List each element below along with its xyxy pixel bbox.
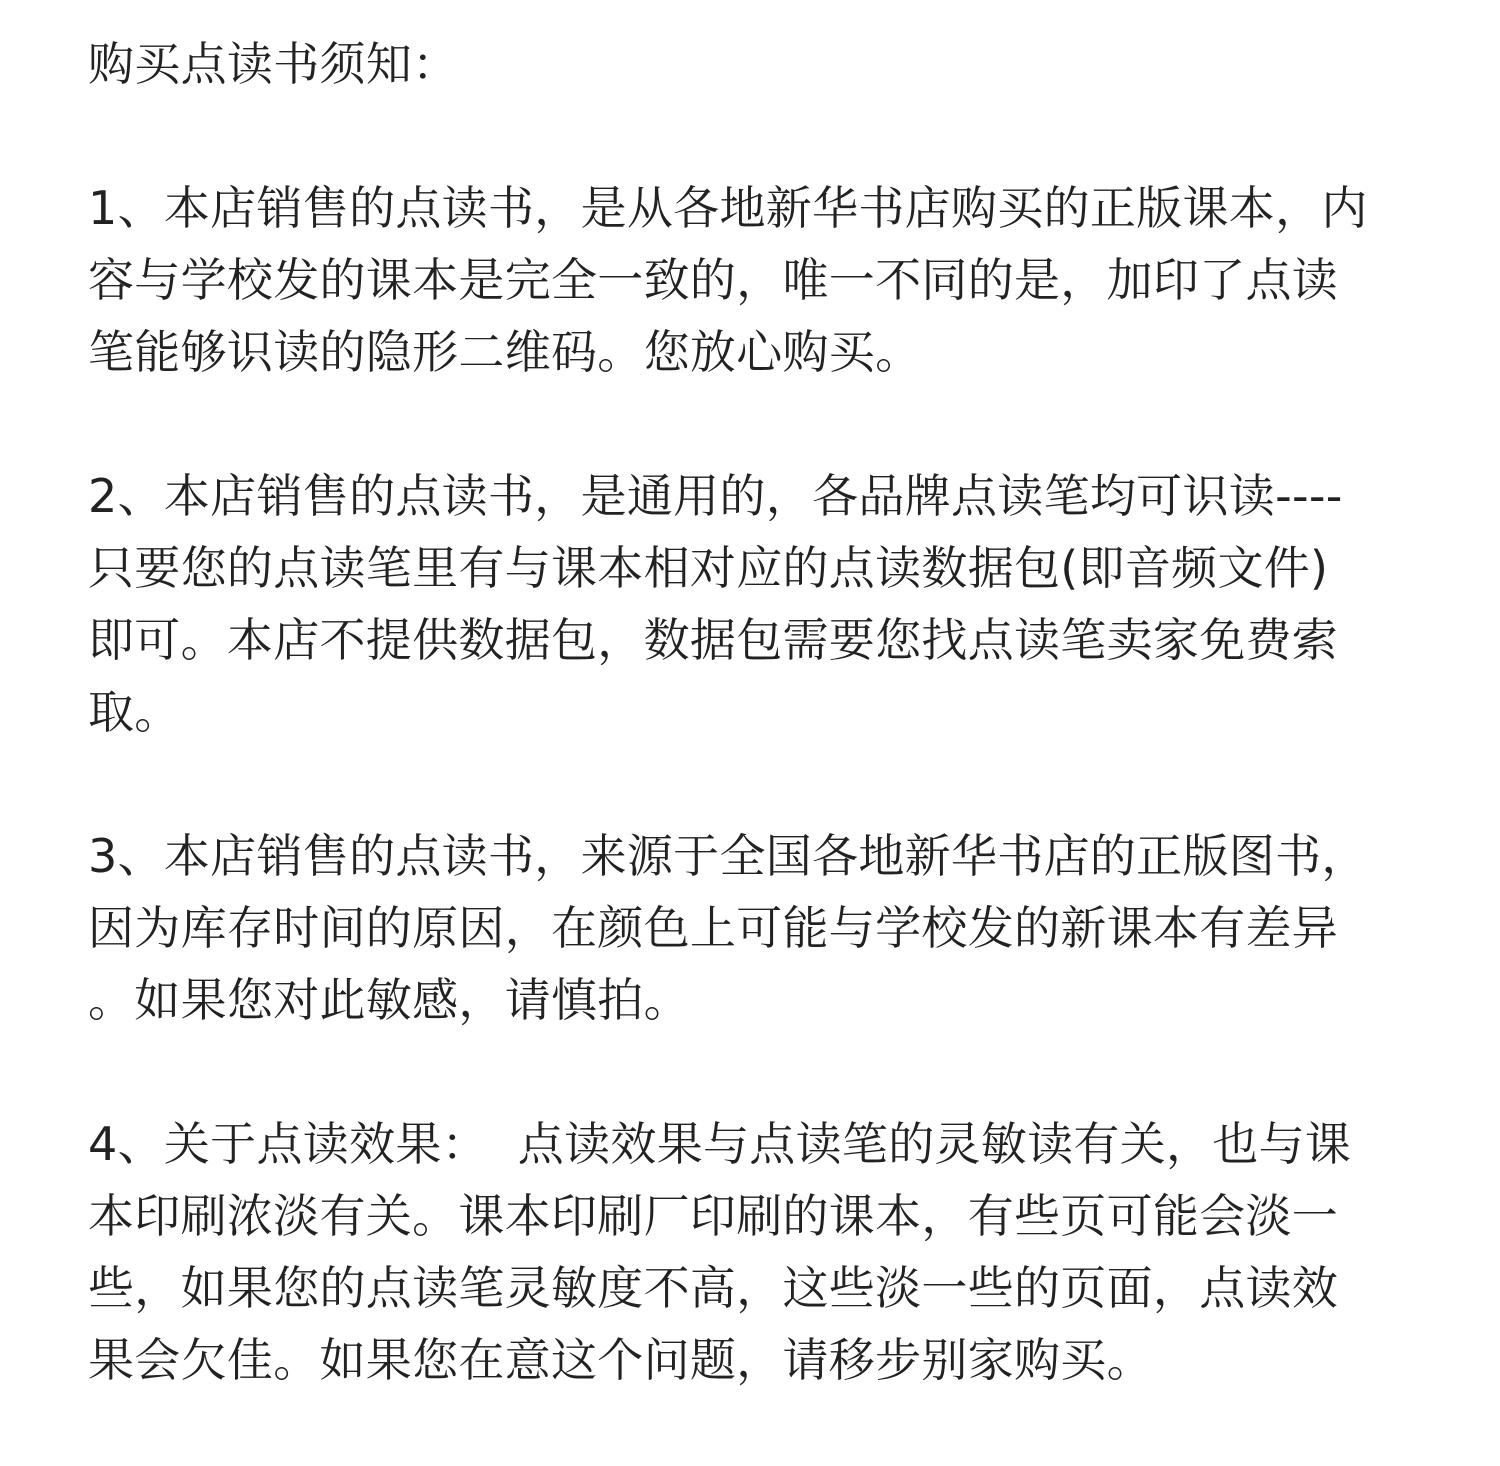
- notice-line: 容与学校发的课本是完全一致的，唯一不同的是，加印了点读: [88, 253, 1339, 307]
- notice-document: [88, 28, 1428, 1396]
- notice-title: 购买点读书须知：: [88, 37, 459, 91]
- paragraph-gap: [88, 100, 1428, 172]
- paragraph-gap: [88, 1036, 1428, 1108]
- notice-line: 只要您的点读笔里有与课本相对应的点读数据包(即音频文件): [88, 541, 1329, 595]
- notice-line: 些，如果您的点读笔灵敏度不高，这些淡一些的页面，点读效: [88, 1261, 1339, 1315]
- notice-item-4: [88, 1108, 1428, 1396]
- notice-line: 取。: [88, 685, 181, 739]
- notice-line: 本印刷浓淡有关。课本印刷厂印刷的课本，有些页可能会淡一: [88, 1189, 1339, 1243]
- notice-line: 3、本店销售的点读书，来源于全国各地新华书店的正版图书，: [88, 829, 1368, 883]
- notice-line: 4、关于点读效果： 点读效果与点读笔的灵敏读有关，也与课: [88, 1117, 1352, 1171]
- notice-line: 果会欠佳。如果您在意这个问题，请移步别家购买。: [88, 1333, 1153, 1387]
- paragraph-gap: [88, 388, 1428, 460]
- notice-line: 2、本店销售的点读书，是通用的，各品牌点读笔均可识读----: [88, 469, 1343, 523]
- notice-item-3: [88, 820, 1428, 1036]
- paragraph-gap: [88, 748, 1428, 820]
- notice-item-2: [88, 460, 1428, 748]
- notice-line: 因为库存时间的原因，在颜色上可能与学校发的新课本有差异: [88, 901, 1339, 955]
- notice-line: 。如果您对此敏感，请慎拍。: [88, 973, 690, 1027]
- notice-item-1: [88, 172, 1428, 388]
- notice-line: 1、本店销售的点读书，是从各地新华书店购买的正版课本，内: [88, 181, 1368, 235]
- notice-line: 即可。本店不提供数据包，数据包需要您找点读笔卖家免费索: [88, 613, 1339, 667]
- notice-line: 笔能够识读的隐形二维码。您放心购买。: [88, 325, 922, 379]
